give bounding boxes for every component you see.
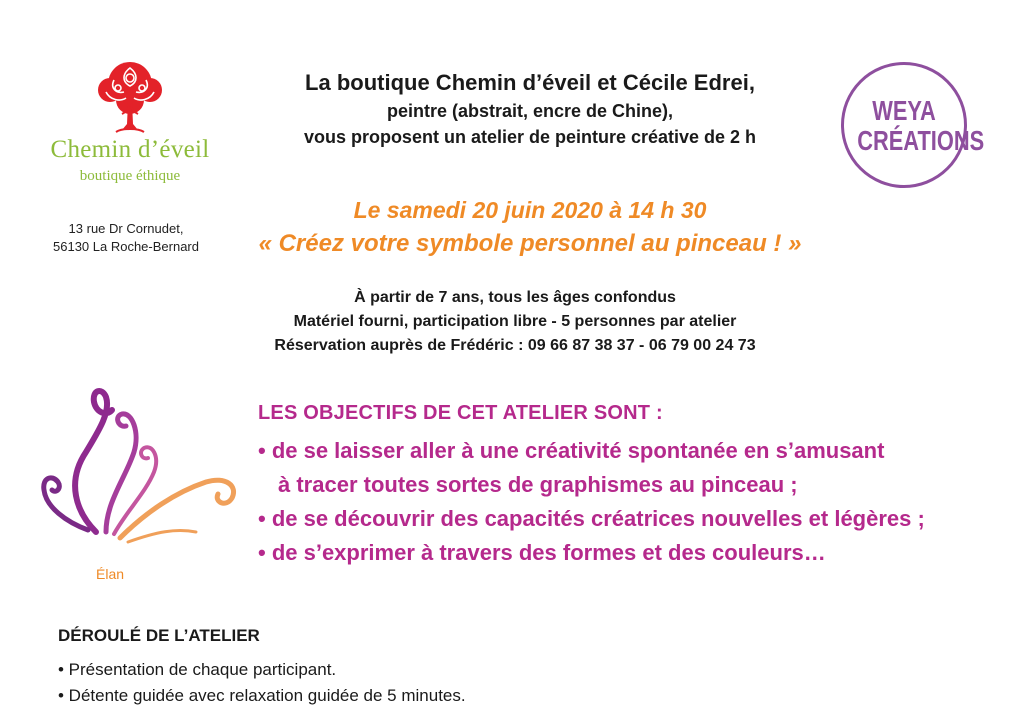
header-line-2: peintre (abstrait, encre de Chine), xyxy=(386,101,674,121)
objective-item: • de se laisser aller à une créativité spontanée en s’amusant xyxy=(258,438,885,463)
event-date: Le samedi 20 juin 2020 à 14 h 30 xyxy=(353,197,707,223)
event-title: « Créez votre symbole personnel au pinceau ! » xyxy=(258,230,802,257)
info-line-1: À partir de 7 ans, tous les âges confondus xyxy=(354,289,676,306)
header-line-3: vous proposent un atelier de peinture créative de 2 h xyxy=(303,127,757,147)
objectives-title: LES OBJECTIFS DE CET ATELIER SONT : xyxy=(258,402,663,424)
logo-subtitle: boutique éthique xyxy=(79,168,181,184)
address-line-2: 56130 La Roche-Bernard xyxy=(53,239,199,254)
header-line-1: La boutique Chemin d’éveil et Cécile Edrei, xyxy=(305,70,755,95)
objective-item: • de s’exprimer à travers des formes et des couleurs… xyxy=(258,540,826,565)
weya-line-1: WEYA xyxy=(872,95,936,126)
chemin-deveil-logo xyxy=(40,58,220,208)
deroule-item: • Détente guidée avec relaxation guidée de 5 minutes. xyxy=(58,686,466,705)
elan-logo xyxy=(36,382,246,592)
weya-creations-logo xyxy=(841,62,985,188)
elan-caption: Élan xyxy=(96,566,125,582)
objective-item: • de se découvrir des capacités créatrices nouvelles et légères ; xyxy=(258,506,925,531)
deroule-item: • Présentation de chaque participant. xyxy=(58,660,337,679)
objective-item: à tracer toutes sortes de graphismes au pinceau ; xyxy=(278,472,798,497)
logo-name: Chemin d’éveil xyxy=(50,136,210,163)
info-line-2: Matériel fourni, participation libre - 5 personnes par atelier xyxy=(293,313,737,330)
info-line-3: Réservation auprès de Frédéric : 09 66 87 38 37 - 06 79 00 24 73 xyxy=(274,337,756,354)
address-line-1: 13 rue Dr Cornudet, xyxy=(68,221,184,236)
tree-icon xyxy=(92,60,168,138)
brush-swirl-icon xyxy=(36,382,246,562)
deroule-title: DÉROULÉ DE L’ATELIER xyxy=(58,626,260,645)
weya-line-2: CRÉATIONS xyxy=(857,125,985,156)
